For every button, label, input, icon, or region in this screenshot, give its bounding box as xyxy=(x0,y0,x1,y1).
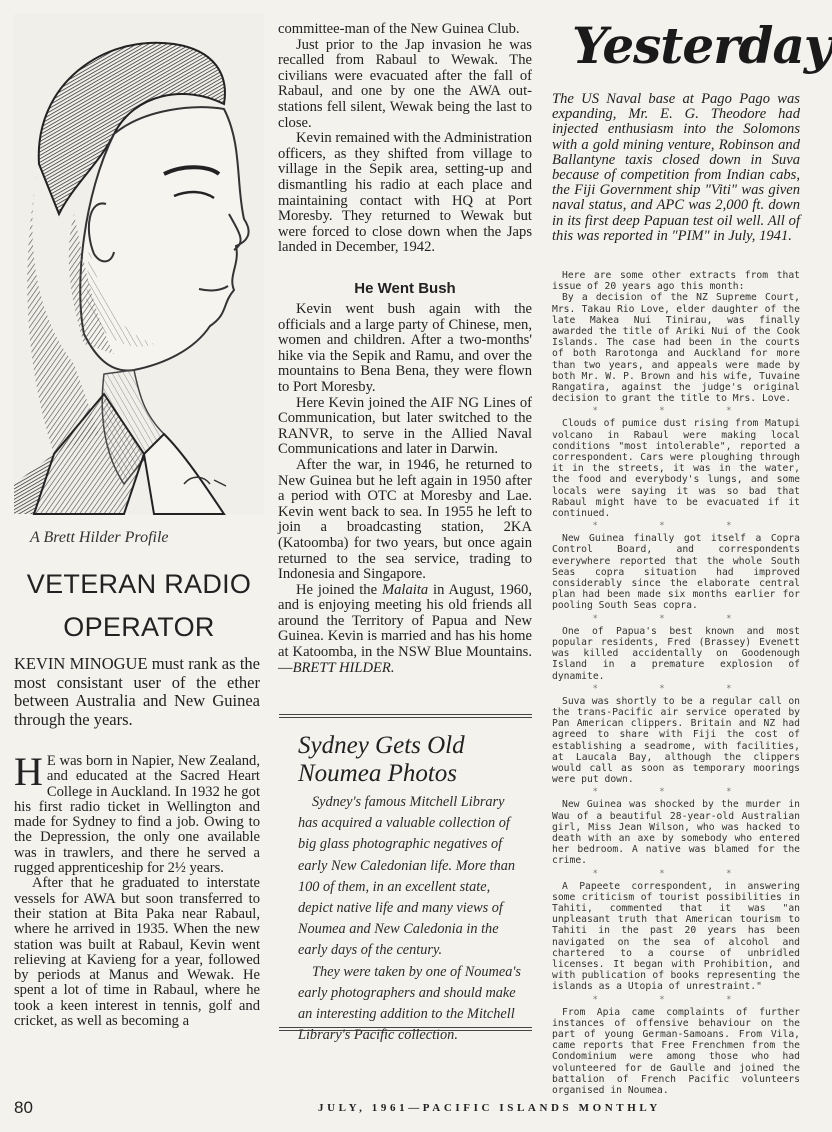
yesterday-item: A Papeete correspondent, in answering some criticism of tourist possibilities in Tahiti, commented that it was "an unpleasant truth that American tourism to Tahiti in the past 20 years has been navigated on the sea of alcohol and chartered to a course of unbridled licenses. It began with Prohibition, and with publication of books representing the islands as a Utopia of unrestraint." xyxy=(552,880,800,993)
issue-line: JULY, 1961—PACIFIC ISLANDS MONTHLY xyxy=(318,1102,661,1114)
yesterday-item: From Apia came complaints of further instances of offensive behaviour on the part of young German-Samoans. From Vila, came reports that Free Frenchmen from the Condominium were among those who had volunteered for de Gaulle and joined the battalion of French Pacific volunteers organised in Noumea. xyxy=(552,1006,800,1096)
yesterday-item: New Guinea finally got itself a Copra Control Board, and correspondents everywhere reported that the whole South Seas copra situation had improved considerably since the elaborate central plan had been made six months earlier for pooling South Seas copra. xyxy=(552,533,800,612)
article-paragraph: H E was born in Napier, New Zealand, and educated at the Sacred Heart College in Auckland. In 1932 he got his first radio ticket in Wellington and made for Sydney to find a job. Owing to the Depression, the only one available was in trawlers, and there he served a rugged apprenticeship for 2½ years. xyxy=(14,749,260,877)
section-subhead: He Went Bush xyxy=(354,280,456,297)
item-separator: * * * xyxy=(592,521,760,532)
page-number: 80 xyxy=(14,1098,33,1117)
yesterday-intro: The US Naval base at Pago Pago was expanding, Mr. E. G. Theodore had injected enthusiasm into the Solomons with a gold mining venture, Robinson and Ballantyne taxis closed down in Suva because of competition from Indian cabs, the Fiji Government ship "Viti" was given naval status, and APC was 2,000 ft. down in its first deep Papuan test oil well. All of this was reported in "PIM" in July, 1941. xyxy=(552,91,800,244)
ship-name: Malaita xyxy=(381,581,429,598)
article-headline-line1: VETERAN RADIO xyxy=(26,569,252,599)
yesterday-item: New Guinea was shocked by the murder in Wau of a beautiful 28-year-old Australian girl, Miss Jean Wilson, who was hacked to death with an axe by somebody who entered her bedroom. A native was blamed for the crime. xyxy=(552,799,800,867)
yesterday-item: One of Papua's best known and most popular residents, Fred (Brassey) Evenett was killed accidentally on Goodenough Island in a premature explosion of dynamite. xyxy=(552,625,800,682)
box-rule-top xyxy=(279,714,532,715)
box-rule-bottom xyxy=(279,1027,532,1028)
article-paragraph: Kevin went bush again with the officials and a large party of Chinese, men, women and children. After a two-months' hike via the Sepik and Ramu, and over the mountains to Bena Bena, they were flown to Port Moresby. xyxy=(278,301,532,395)
item-separator: * * * xyxy=(592,994,760,1005)
item-separator: * * * xyxy=(592,613,760,624)
yesterday-items xyxy=(552,270,800,1096)
yesterday-item: Clouds of pumice dust rising from Matupi volcano in Rabaul were making local conditions "most intolerable", reported a correspondent. Cars were ploughing through it in the streets, it was in the water, the food and everybody's lungs, and some locals were saying it was so bad that Rabaul might have to be evacuated if it continued. xyxy=(552,418,800,520)
portrait-caption: A Brett Hilder Profile xyxy=(30,529,169,546)
item-separator: * * * xyxy=(592,406,760,417)
yesterday-item: Suva was shortly to be a regular call on the trans-Pacific air service operated by Pan American clippers. Britain and NZ had agreed to share with Fiji the cost of establishing a seadrome, with facilities, at Laucala Bay, although the clippers would call as soon as temporary moorings were put down. xyxy=(552,695,800,786)
yesterday-item: Here are some other extracts from that issue of 20 years ago this month: xyxy=(552,270,800,293)
article-paragraph: He joined the Malaita in August, 1960, and is enjoying meeting his old friends all around the Territory of Papua and New Guinea. Kevin is married and has his home at Katoomba, in the NSW Blue Mountains.—BRETT HILDER. xyxy=(278,581,532,676)
article-column-2-top xyxy=(278,22,532,256)
article-paragraph: Here Kevin joined the AIF NG Lines of Communication, but later switched to the RANVR, to serve in the Allied Naval Communications and later in Darwin. xyxy=(278,394,532,458)
yesterday-masthead: Yesterday xyxy=(572,16,832,75)
item-separator: * * * xyxy=(592,868,760,879)
item-separator: * * * xyxy=(592,683,760,694)
article-lede: KEVIN MINOGUE must rank as the most consistant user of the ether between Australia and New Guinea through the years. xyxy=(14,654,260,729)
drop-cap: H xyxy=(14,749,43,794)
article-paragraph: Kevin remained with the Administration officers, as they shifted from village to village in the Sepik area, setting-up and dismantling his radio at each place and maintaining contact with HQ at Port Moresby. They returned to Wewak but were forced to close down when the Japs landed in December, 1942. xyxy=(278,130,532,256)
article-paragraph: After that he graduated to interstate vessels for AWA but soon transferred to their station at Bita Paka near Rabaul, where he arrived in 1935. When the new station was built at Rabaul, Kevin went relieving at Kavieng for a year, followed by periods at Manus and Wewak. He spent a lot of time in Rabaul, where he took a keen interest in tennis, golf and cricket, as well as becoming a xyxy=(14,875,260,1030)
portrait-illustration xyxy=(14,14,264,514)
article-paragraph: committee-man of the New Guinea Club. xyxy=(278,21,520,37)
article-column-2-bottom xyxy=(278,302,532,676)
box-rule-bottom-inner xyxy=(279,1030,532,1031)
box-paragraph: They were taken by one of Noumea's early photographers and should make an interesting addition to the Mitchell Library's Pacific collection. xyxy=(298,963,521,1044)
sidebar-box-title: Sydney Gets Old Noumea Photos xyxy=(298,732,465,787)
article-headline-line2: OPERATOR xyxy=(63,612,215,642)
box-rule-top-inner xyxy=(279,717,532,718)
article-column-1 xyxy=(14,749,260,1030)
item-separator: * * * xyxy=(592,787,760,798)
box-paragraph: Sydney's famous Mitchell Library has acquired a valuable collection of big glass photographic negatives of early New Caledonian life. More than 100 of them, in an excellent state, depict native life and many views of Noumea and New Caledonia in the early days of the century. xyxy=(298,794,516,959)
yesterday-item: By a decision of the NZ Supreme Court, Mrs. Takau Rio Love, elder daughter of the late Makea Nui Tinirau, was finally awarded the title of Ariki Nui of the Cook Islands. The case had been in the courts of both Rarotonga and Auckland for more than two years, and appeals were made by both Mr. W. P. Brown and his wife, Tuvaine Rangatira, against the judge's original decision to grant the title to Mrs. Love. xyxy=(552,292,800,405)
sidebar-box-body xyxy=(298,792,524,1046)
byline: BRETT HILDER. xyxy=(292,659,395,676)
article-paragraph: After the war, in 1946, he returned to New Guinea but he left again in 1950 after a period with OTC at Moresby and Lae. Kevin went back to sea. In 1955 he left to join a broadcasting station, 2KA (Katoomba) for two years, but once again returned to the sea service, trading to Indonesia and Singapore. xyxy=(278,456,532,583)
article-paragraph: Just prior to the Jap invasion he was recalled from Rabaul to Wewak. The civilians were evacuated after the fall of Rabaul, and one by one the AWA out-stations fell silent, Wewak being the last to close. xyxy=(278,36,532,131)
